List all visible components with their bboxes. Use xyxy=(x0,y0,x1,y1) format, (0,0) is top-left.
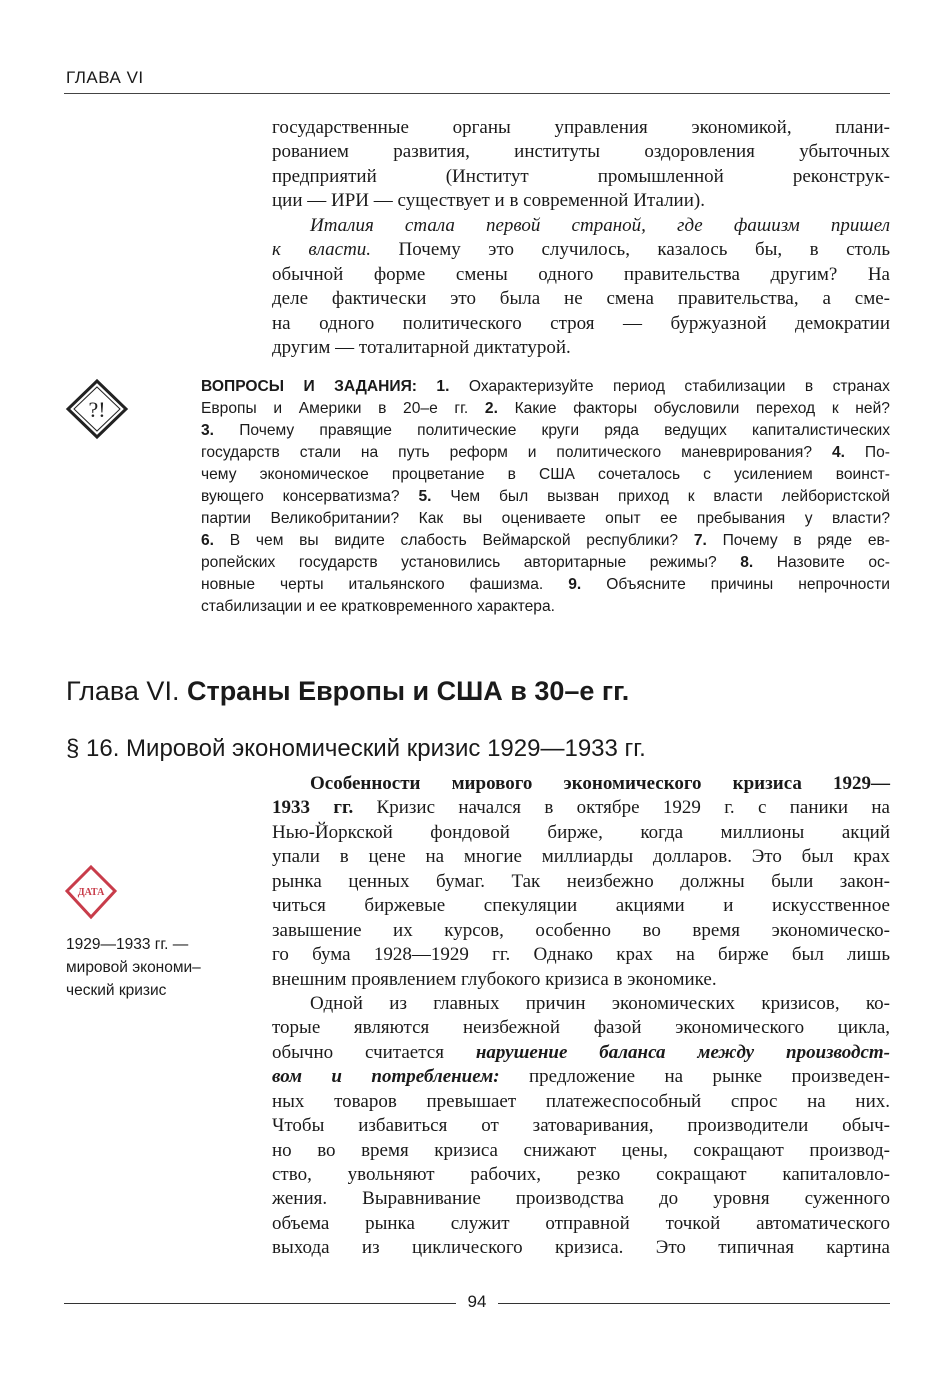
text-line: внешним проявлением глубокого кризиса в экономике. xyxy=(272,968,717,990)
question-line: 3. Почему правящие политические круги ряда ведущих капиталистических xyxy=(201,422,890,439)
text-line: го бума 1928—1929 гг. Однако крах на бирже был лишь xyxy=(272,944,890,966)
text-line: завышение их курсов, особенно во время экономическо- xyxy=(272,919,890,941)
sidebar-line: ческий кризис xyxy=(66,982,167,999)
text-line: ных товаров превышает платежеспособный спрос на них. xyxy=(272,1090,890,1112)
text-line: на одного политического строя — буржуазной демократии xyxy=(272,312,890,334)
running-header: ГЛАВА VI xyxy=(66,68,144,87)
footer-rule-right xyxy=(498,1303,890,1304)
text-line: Чтобы избавиться от затоваривания, производители обыч- xyxy=(272,1115,890,1137)
page-footer xyxy=(64,1292,890,1314)
text-line: вом и потреблением: предложение на рынке произведен- xyxy=(272,1066,890,1088)
date-badge-icon xyxy=(64,864,118,922)
question-line: чему экономическое процветание в США сочеталось с усилением воинст- xyxy=(201,466,890,483)
text-line: читься биржевые спекуляции акциями и искусственное xyxy=(272,895,890,917)
text-line: обычно считается нарушение баланса между производст- xyxy=(272,1041,891,1063)
text-line: выхода из циклического кризиса. Это типичная картина xyxy=(272,1237,890,1259)
sidebar-line: мировой экономи– xyxy=(66,959,201,976)
text-line: к власти. Почему это случилось, казалось бы, в столь xyxy=(272,239,890,261)
chapter-prefix: Глава VI. xyxy=(66,676,180,706)
chapter-name: Страны Европы и США в 30–е гг. xyxy=(186,676,630,706)
text-line: Одной из главных причин экономических кризисов, ко- xyxy=(310,992,890,1014)
questions-block xyxy=(201,376,890,618)
text-line: торые являются неизбежной фазой экономического цикла, xyxy=(272,1017,890,1039)
top-paragraph xyxy=(272,116,890,360)
text-line: но во время кризиса снижают цены, сокращают производ- xyxy=(272,1139,890,1161)
question-line: государств стали на путь реформ и политического маневрирования? 4. По- xyxy=(201,444,890,461)
page-number: 94 xyxy=(467,1292,487,1311)
text-line: другим — тоталитарной диктатурой. xyxy=(272,336,571,358)
questions-icon xyxy=(64,378,130,440)
text-line: жения. Выравнивание производства до уровня суженного xyxy=(272,1188,890,1210)
text-line: Особенности мирового экономического кризиса 1929— xyxy=(310,773,890,794)
question-line: партии Великобритании? Как вы оцениваете опыт ее пребывания у власти? xyxy=(201,510,890,527)
text-line: объема рынка служит отправной точкой автоматического xyxy=(272,1212,890,1234)
date-badge-text: ДАТА xyxy=(77,887,105,898)
question-line: Европы и Америки в 20–е гг. 2. Какие факторы обусловили переход к ней? xyxy=(201,400,890,417)
text-line: предприятий (Институт промышленной реконструк- xyxy=(272,165,890,187)
question-line: ропейских государств установились авторитарные режимы? 8. Назовите ос- xyxy=(201,554,890,571)
text-line: ство, увольняют рабочих, резко сокращают капиталовло- xyxy=(272,1164,890,1185)
header-rule xyxy=(64,93,890,94)
sidebar-note xyxy=(66,933,201,1002)
text-line: упали в цене на многие миллиарды долларов. Это был крах xyxy=(272,846,890,868)
text-line: ции — ИРИ — существует и в современной Италии). xyxy=(272,190,705,212)
text-line: обычной форме смены одного правительства другим? На xyxy=(272,263,890,285)
question-line: новные черты итальянского фашизма. 9. Объясните причины непрочности xyxy=(201,576,890,593)
text-line: 1933 гг. Кризис начался в октябре 1929 г. с паники на xyxy=(272,797,890,819)
text-line: Нью-Йоркской фондовой бирже, когда миллионы акций xyxy=(272,821,890,843)
sidebar-line: 1929—1933 гг. — xyxy=(66,936,189,953)
section-title: § 16. Мировой экономический кризис 1929—1933 гг. xyxy=(66,735,646,762)
body-text xyxy=(272,772,890,1261)
text-line: Италия стала первой страной, где фашизм пришел xyxy=(310,214,890,236)
chapter-title xyxy=(66,676,629,707)
text-line: деле фактически это была не смена правительства, а сме- xyxy=(272,288,890,310)
text-line: государственные органы управления экономикой, плани- xyxy=(272,117,890,138)
text-line: рованием развития, институты оздоровления убыточных xyxy=(272,141,890,163)
text-line: рынка ценных бумаг. Так неизбежно должны были закон- xyxy=(272,870,890,892)
questions-icon-text: ?! xyxy=(88,397,106,422)
question-line: вующего консерватизма? 5. Чем был вызван приход к власти лейбористской xyxy=(201,488,891,505)
question-line: 6. В чем вы видите слабость Веймарской республики? 7. Почему в ряде ев- xyxy=(201,532,890,549)
question-line: стабилизации и ее кратковременного характера. xyxy=(201,598,555,615)
question-line: ВОПРОСЫ И ЗАДАНИЯ: 1. Охарактеризуйте период стабилизации в странах xyxy=(201,378,890,395)
footer-rule-left xyxy=(64,1303,456,1304)
